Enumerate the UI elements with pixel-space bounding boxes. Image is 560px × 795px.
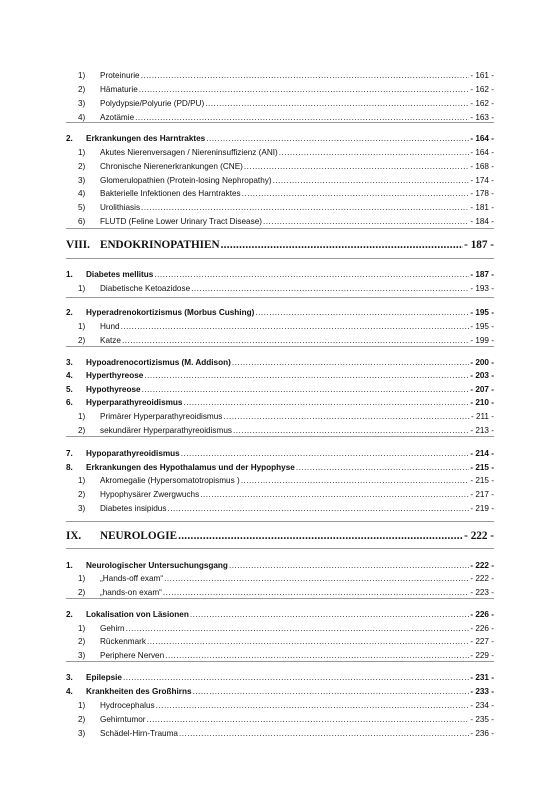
toc-entry-title: Diabetes insipidus: [100, 504, 167, 513]
section-divider: [66, 297, 494, 298]
toc-entry-page: - 162 -: [470, 99, 494, 108]
toc-entry-page: - 211 -: [470, 412, 494, 421]
toc-entry-page: - 174 -: [470, 176, 494, 185]
dot-leader: [232, 357, 470, 368]
toc-entry-title: Hypoparathyreoidismus: [86, 449, 180, 458]
toc-entry-page: - 199 -: [470, 336, 494, 345]
toc-entry-number: 2): [78, 85, 86, 94]
dot-leader: [205, 98, 469, 109]
toc-entry-number: 1): [78, 701, 86, 710]
toc-entry-page: - 229 -: [470, 651, 494, 660]
toc-entry-page: - 163 -: [470, 113, 494, 122]
toc-entry-page: - 223 -: [470, 588, 494, 597]
toc-entry-number: 2): [78, 490, 86, 499]
toc-entry-page: - 181 -: [470, 203, 494, 212]
dot-leader: [193, 686, 470, 697]
toc-entry-page: - 236 -: [470, 729, 494, 738]
toc-entry-number: 5.: [66, 385, 73, 394]
toc-entry-number: 6.: [66, 398, 73, 407]
toc-entry-diabetes-mellitus[interactable]: [66, 269, 494, 280]
toc-entry-title: Diabetes mellitus: [86, 270, 154, 279]
toc-entry-number: 1): [78, 574, 86, 583]
toc-entry-title: Hypothyreose: [86, 385, 141, 394]
toc-entry-page: - 168 -: [470, 162, 494, 171]
toc-entry-number: 5): [78, 203, 86, 212]
toc-entry-number: 2): [78, 162, 86, 171]
toc-entry-page: - 222 -: [464, 530, 494, 542]
toc-entry-title: Hyperthyreose: [86, 371, 144, 380]
dot-leader: [178, 529, 463, 543]
toc-entry-hyperadrenokortizismus-morbus-cushing[interactable]: [66, 307, 494, 318]
toc-entry-number: 2.: [66, 134, 73, 143]
dot-leader: [206, 133, 469, 144]
toc-entry-rueckenmark[interactable]: [66, 636, 494, 647]
toc-entry-title: Polydypsie/Polyurie (PD/PU): [100, 99, 205, 108]
toc-entry-title: Glomerulopathien (Protein-losing Nephropathy): [100, 176, 272, 185]
toc-entry-endokrinopathien[interactable]: [66, 238, 494, 252]
toc-entry-sekundaerer-hyperparathyreoidismus[interactable]: [66, 425, 494, 436]
toc-entry-erkrankungen-des-harntraktes[interactable]: [66, 133, 494, 144]
toc-entry-title: „Hands-off exam“: [100, 574, 164, 583]
toc-entry-lokalisation-von-laesionen[interactable]: [66, 609, 494, 620]
toc-entry-title: Erkrankungen des Harntraktes: [86, 134, 206, 143]
toc-entry-bakterielle-infektionen-des-harntraktes[interactable]: [66, 188, 494, 199]
toc-entry-page: - 207 -: [470, 385, 494, 394]
toc-entry-flutd-feline-lower-urinary-tract-disease[interactable]: [66, 216, 494, 227]
toc-entry-page: - 203 -: [470, 371, 494, 380]
toc-entry-page: - 164 -: [470, 134, 494, 143]
toc-entry-title: FLUTD (Feline Lower Urinary Tract Disease): [100, 217, 262, 226]
toc-entry-title: Schädel-Hirn-Trauma: [100, 729, 178, 738]
toc-entry-number: 1.: [66, 561, 73, 570]
dot-leader: [190, 609, 470, 620]
dot-leader: [244, 161, 469, 172]
toc-entry-number: 3.: [66, 358, 73, 367]
toc-entry-number: 1.: [66, 270, 73, 279]
toc-entry-title: Hämaturie: [100, 85, 138, 94]
toc-entry-number: 3): [78, 99, 86, 108]
toc-entry-page: - 213 -: [470, 426, 494, 435]
toc-entry-glomerulopathien-protein-losing-nephropathy[interactable]: [66, 175, 494, 186]
section-divider: [66, 521, 494, 522]
toc-entry-page: - 231 -: [470, 673, 494, 682]
dot-leader: [122, 335, 469, 346]
toc-entry-number: 1): [78, 624, 86, 633]
toc-entry-gehirntumor[interactable]: [66, 714, 494, 725]
toc-entry-polydypsie-polyurie-pd-pu[interactable]: [66, 98, 494, 109]
toc-entry-page: - 215 -: [470, 476, 494, 485]
toc-entry-hund[interactable]: [66, 321, 494, 332]
toc-entry-page: - 226 -: [470, 624, 494, 633]
toc-entry-number: 4): [78, 189, 86, 198]
dot-leader: [181, 448, 470, 459]
toc-entry-page: - 193 -: [470, 284, 494, 293]
section-divider: [66, 258, 494, 259]
dot-leader: [142, 384, 470, 395]
toc-entry-neurologischer-untersuchungsgang[interactable]: [66, 560, 494, 571]
toc-entry-number: IX.: [66, 530, 82, 542]
toc-entry-katze[interactable]: [66, 335, 494, 346]
toc-entry-chronische-nierenerkrankungen-cne[interactable]: [66, 161, 494, 172]
toc-entry-page: - 164 -: [470, 148, 494, 157]
toc-entry-page: - 184 -: [470, 217, 494, 226]
toc-entry-diabetische-ketoazidose[interactable]: [66, 283, 494, 294]
section-divider: [66, 661, 494, 662]
toc-entry-number: 3): [78, 651, 86, 660]
toc-entry-page: - 162 -: [470, 85, 494, 94]
toc-entry-title: ENDOKRINOPATHIEN: [100, 239, 220, 251]
toc-entry-title: Gehirn: [100, 624, 125, 633]
toc-entry-title: Azotämie: [100, 113, 135, 122]
dot-leader: [126, 623, 470, 634]
toc-entry-gehirn[interactable]: [66, 623, 494, 634]
toc-entry-number: 2): [78, 336, 86, 345]
toc-entry-number: 6): [78, 217, 86, 226]
toc-entry-neurologie[interactable]: [66, 529, 494, 543]
toc-entry-title: Hypoadrenocortizismus (M. Addison): [86, 358, 231, 367]
toc-entry-page: - 227 -: [470, 637, 494, 646]
toc-entry-number: 4.: [66, 371, 73, 380]
toc-entry-number: 2): [78, 637, 86, 646]
toc-entry-number: 4.: [66, 687, 73, 696]
toc-entry-hydrocephalus[interactable]: [66, 700, 494, 711]
toc-entry-number: 8.: [66, 463, 73, 472]
toc-entry-number: 2): [78, 588, 86, 597]
toc-entry-page: - 161 -: [470, 71, 494, 80]
toc-entry-epilepsie[interactable]: [66, 672, 494, 683]
toc-entry-page: - 210 -: [470, 398, 494, 407]
toc-entry-hyperthyreose[interactable]: [66, 370, 494, 381]
toc-entry-title: Gehirntumor: [100, 715, 146, 724]
dot-leader: [121, 321, 470, 332]
dot-leader: [221, 238, 464, 252]
toc-entry-hyperparathyreoidismus[interactable]: [66, 397, 494, 408]
dot-leader: [123, 672, 469, 683]
dot-leader: [167, 503, 469, 514]
dot-leader: [154, 269, 469, 280]
toc-entry-number: 1): [78, 322, 86, 331]
section-divider: [66, 346, 494, 347]
dot-leader: [200, 489, 469, 500]
toc-entry-page: - 195 -: [470, 322, 494, 331]
toc-entry-title: sekundärer Hyperparathyreoidismus: [100, 426, 232, 435]
section-divider: [66, 228, 494, 229]
toc-entry-title: Bakterielle Infektionen des Harntraktes: [100, 189, 241, 198]
toc-entry-title: Erkrankungen des Hypothalamus und der Hypophyse: [86, 463, 295, 472]
toc-entry-page: - 187 -: [470, 270, 494, 279]
dot-leader: [242, 188, 470, 199]
dot-leader: [183, 397, 469, 408]
toc-entry-krankheiten-des-grosshirns[interactable]: [66, 686, 494, 697]
dot-leader: [191, 283, 469, 294]
dot-leader: [273, 175, 470, 186]
dot-leader: [165, 650, 469, 661]
toc-entry-number: 3): [78, 504, 86, 513]
dot-leader: [241, 475, 470, 486]
dot-leader: [179, 728, 469, 739]
toc-entry-hypoparathyreoidismus[interactable]: [66, 448, 494, 459]
toc-entry-title: Krankheiten des Großhirns: [86, 687, 192, 696]
toc-entry-title: Proteinurie: [100, 71, 140, 80]
toc-entry-number: 2): [78, 426, 86, 435]
dot-leader: [263, 216, 469, 227]
toc-entry-azotaemie[interactable]: [66, 112, 494, 123]
dot-leader: [223, 411, 470, 422]
toc-entry-page: - 187 -: [464, 239, 494, 251]
toc-entry-haematurie[interactable]: [66, 84, 494, 95]
toc-entry-page: - 222 -: [470, 574, 494, 583]
toc-entry-number: 3.: [66, 673, 73, 682]
toc-entry-page: - 235 -: [470, 715, 494, 724]
toc-entry-number: 1): [78, 148, 86, 157]
toc-entry-page: - 234 -: [470, 701, 494, 710]
dot-leader: [156, 700, 470, 711]
toc-entry-title: Hyperadrenokortizismus (Morbus Cushing): [86, 308, 255, 317]
toc-entry-number: 1): [78, 284, 86, 293]
toc-entry-hypophysaerer-zwergwuchs[interactable]: [66, 489, 494, 500]
toc-entry-number: 3): [78, 729, 86, 738]
toc-entry-page: - 178 -: [470, 189, 494, 198]
dot-leader: [139, 84, 470, 95]
dot-leader: [163, 587, 469, 598]
toc-entry-page: - 215 -: [470, 463, 494, 472]
dot-leader: [255, 307, 469, 318]
toc-entry-akromegalie-hypersomatotropismus[interactable]: [66, 475, 494, 486]
toc-entry-page: - 219 -: [470, 504, 494, 513]
toc-entry-diabetes-insipidus[interactable]: [66, 503, 494, 514]
toc-entry-title: Epilepsie: [86, 673, 122, 682]
toc-entry-number: 1): [78, 412, 86, 421]
toc-entry-title: Lokalisation von Läsionen: [86, 610, 189, 619]
toc-entry-title: Primärer Hyperparathyreoidismus: [100, 412, 223, 421]
dot-leader: [135, 112, 469, 123]
toc-entry-number: 7.: [66, 449, 73, 458]
toc-entry-page: - 200 -: [470, 358, 494, 367]
toc-entry-title: Hypophysärer Zwergwuchs: [100, 490, 200, 499]
dot-leader: [147, 714, 470, 725]
toc-entry-title: Urolithiasis: [100, 203, 141, 212]
dot-leader: [141, 202, 469, 213]
toc-entry-title: Chronische Nierenerkrankungen (CNE): [100, 162, 243, 171]
toc-entry-title: Neurologischer Untersuchungsgang: [86, 561, 228, 570]
toc-entry-erkrankungen-des-hypothalamus-und-der-hypophyse[interactable]: [66, 462, 494, 473]
toc-entry-number: 1): [78, 71, 86, 80]
dot-leader: [229, 560, 469, 571]
toc-entry-number: 3): [78, 176, 86, 185]
dot-leader: [296, 462, 470, 473]
toc-entry-periphere-nerven[interactable]: [66, 650, 494, 661]
toc-entry-akutes-nierenversagen-niereninsuffizienz-ani[interactable]: [66, 147, 494, 158]
toc-entry-page: - 195 -: [470, 308, 494, 317]
toc-entry-hypoadrenocortizismus-m-addison[interactable]: [66, 357, 494, 368]
toc-entry-page: - 233 -: [470, 687, 494, 696]
dot-leader: [164, 573, 469, 584]
toc-entry-schaedel-hirn-trauma[interactable]: [66, 728, 494, 739]
toc-entry-number: 2.: [66, 610, 73, 619]
toc-entry-number: 4): [78, 113, 86, 122]
toc-entry-number: 1): [78, 476, 86, 485]
section-divider: [66, 548, 494, 549]
toc-entry-primaerer-hyperparathyreoidismus[interactable]: [66, 411, 494, 422]
toc-entry-title: Hyperparathyreoidismus: [86, 398, 183, 407]
toc-entry-hands-on-exam[interactable]: [66, 587, 494, 598]
toc-entry-title: Hydrocephalus: [100, 701, 155, 710]
toc-entry-title: Hund: [100, 322, 120, 331]
toc-entry-page: - 217 -: [470, 490, 494, 499]
section-divider: [66, 598, 494, 599]
toc-entry-page: - 222 -: [470, 561, 494, 570]
dot-leader: [144, 370, 469, 381]
dot-leader: [141, 70, 470, 81]
toc-entry-proteinurie[interactable]: [66, 70, 494, 81]
toc-entry-hands-off-exam[interactable]: [66, 573, 494, 584]
toc-entry-title: NEUROLOGIE: [100, 530, 178, 542]
toc-entry-title: Diabetische Ketoazidose: [100, 284, 191, 293]
toc-entry-title: „hands-on exam“: [100, 588, 162, 597]
toc-entry-number: 2): [78, 715, 86, 724]
toc-entry-title: Periphere Nerven: [100, 651, 165, 660]
toc-entry-hypothyreose[interactable]: [66, 384, 494, 395]
toc-entry-page: - 226 -: [470, 610, 494, 619]
toc-entry-number: VIII.: [66, 239, 90, 251]
toc-entry-title: Rückenmark: [100, 637, 146, 646]
toc-entry-title: Akutes Nierenversagen / Niereninsuffizienz (ANI): [100, 148, 278, 157]
toc-entry-title: Akromegalie (Hypersomatotropismus ): [100, 476, 240, 485]
toc-entry-title: Katze: [100, 336, 121, 345]
toc-entry-urolithiasis[interactable]: [66, 202, 494, 213]
dot-leader: [147, 636, 469, 647]
dot-leader: [233, 425, 469, 436]
dot-leader: [279, 147, 470, 158]
toc-entry-page: - 214 -: [470, 449, 494, 458]
toc-entry-number: 2.: [66, 308, 73, 317]
section-divider: [66, 436, 494, 437]
